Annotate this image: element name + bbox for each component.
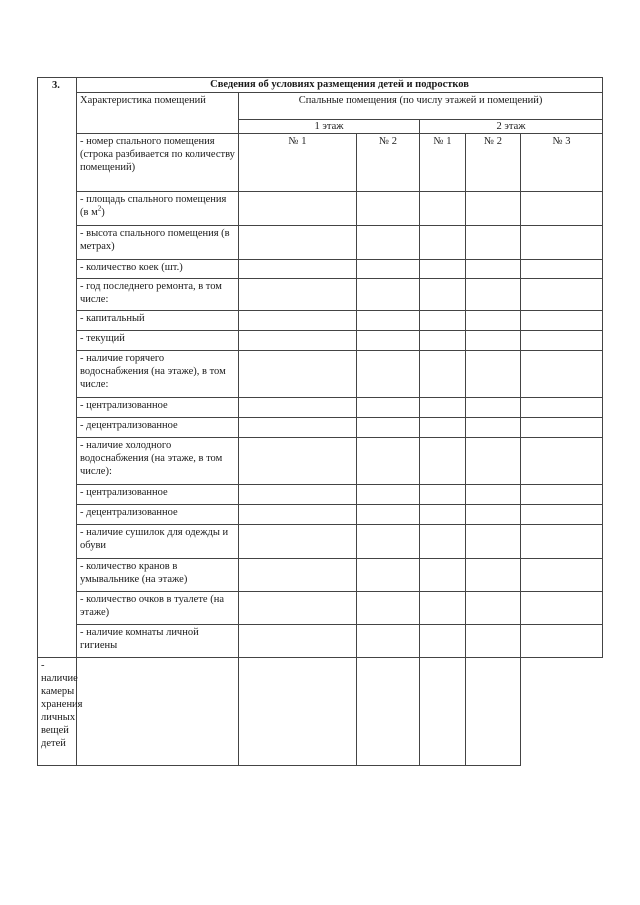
row-label-toilets: - количество очков в туалете (на этаже): [77, 592, 239, 625]
cell-current-f2r2[interactable]: [466, 331, 521, 351]
row-label-beds: - количество коек (шт.): [77, 260, 239, 279]
cell-taps-f1r1[interactable]: [239, 559, 357, 592]
cell-height-f2r2[interactable]: [466, 226, 521, 260]
cell-storage-f2r1[interactable]: [357, 658, 420, 766]
row-label-taps: - количество кранов в умывальнике (на этаже): [77, 559, 239, 592]
row-label-storage-room: - наличие камеры хранения личных вещей детей: [38, 658, 77, 766]
cell-colddecentral-f2r3[interactable]: [521, 505, 603, 525]
room-floor1-no1: № 1: [239, 134, 357, 192]
row-label-height: - высота спального помещения (в метрах): [77, 226, 239, 260]
cell-coldcentral-f2r1[interactable]: [420, 485, 466, 505]
header-floor-2: 2 этаж: [420, 120, 603, 134]
row-label-hot-water: - наличие горячего водоснабжения (на этаже), в том числе:: [77, 351, 239, 398]
accommodation-table: [37, 77, 603, 766]
cell-beds-f1r2[interactable]: [357, 260, 420, 279]
cell-height-f2r1[interactable]: [420, 226, 466, 260]
room-floor2-no1: № 1: [420, 134, 466, 192]
section-title: Сведения об условиях размещения детей и подростков: [77, 78, 603, 93]
header-floor-1: 1 этаж: [239, 120, 420, 134]
cell-dryers-f2r1[interactable]: [420, 525, 466, 559]
row-label-hot-decentralized: - децентрализованное: [77, 418, 239, 438]
cell-capital-f1r2[interactable]: [357, 311, 420, 331]
row-label-cold-decentralized: - децентрализованное: [77, 505, 239, 525]
cell-hygiene-f2r2[interactable]: [466, 625, 521, 658]
cell-capital-f2r2[interactable]: [466, 311, 521, 331]
cell-hotwater-f1r2[interactable]: [357, 351, 420, 398]
cell-hotcentral-f2r3[interactable]: [521, 398, 603, 418]
cell-beds-f2r2[interactable]: [466, 260, 521, 279]
cell-height-f2r3[interactable]: [521, 226, 603, 260]
cell-hotdecentral-f1r1[interactable]: [239, 418, 357, 438]
cell-colddecentral-f1r2[interactable]: [357, 505, 420, 525]
cell-dryers-f2r3[interactable]: [521, 525, 603, 559]
cell-dryers-f2r2[interactable]: [466, 525, 521, 559]
cell-area-f2r1[interactable]: [420, 192, 466, 226]
cell-coldwater-f1r1[interactable]: [239, 438, 357, 485]
cell-repair-f1r2[interactable]: [357, 279, 420, 311]
cell-area-f1r2[interactable]: [357, 192, 420, 226]
cell-toilets-f2r1[interactable]: [420, 592, 466, 625]
cell-coldwater-f1r2[interactable]: [357, 438, 420, 485]
cell-current-f2r1[interactable]: [420, 331, 466, 351]
cell-taps-f2r1[interactable]: [420, 559, 466, 592]
row-label-dryers: - наличие сушилок для одежды и обуви: [77, 525, 239, 559]
cell-taps-f2r2[interactable]: [466, 559, 521, 592]
cell-dryers-f1r2[interactable]: [357, 525, 420, 559]
cell-toilets-f1r2[interactable]: [357, 592, 420, 625]
cell-coldwater-f2r1[interactable]: [420, 438, 466, 485]
cell-hygiene-f1r1[interactable]: [239, 625, 357, 658]
cell-storage-f2r2[interactable]: [420, 658, 466, 766]
row-label-area: - площадь спального помещения (в $м^2$): [77, 192, 239, 226]
cell-beds-f2r1[interactable]: [420, 260, 466, 279]
cell-hotdecentral-f2r3[interactable]: [521, 418, 603, 438]
cell-hotdecentral-f1r2[interactable]: [357, 418, 420, 438]
cell-height-f1r2[interactable]: [357, 226, 420, 260]
cell-toilets-f2r3[interactable]: [521, 592, 603, 625]
section-number: 3.: [38, 78, 77, 658]
cell-area-f1r1[interactable]: [239, 192, 357, 226]
cell-toilets-f1r1[interactable]: [239, 592, 357, 625]
cell-area-f2r3[interactable]: [521, 192, 603, 226]
cell-hotdecentral-f2r2[interactable]: [466, 418, 521, 438]
row-label-repair-year: - год последнего ремонта, в том числе:: [77, 279, 239, 311]
cell-taps-f1r2[interactable]: [357, 559, 420, 592]
cell-hotcentral-f2r1[interactable]: [420, 398, 466, 418]
row-label-hot-centralized: - централизованное: [77, 398, 239, 418]
cell-hygiene-f2r1[interactable]: [420, 625, 466, 658]
cell-hotcentral-f1r1[interactable]: [239, 398, 357, 418]
cell-storage-f1r1[interactable]: [77, 658, 239, 766]
cell-repair-f2r1[interactable]: [420, 279, 466, 311]
header-bedrooms: Спальные помещения (по числу этажей и помещений): [239, 93, 603, 120]
cell-colddecentral-f2r2[interactable]: [466, 505, 521, 525]
cell-beds-f1r1[interactable]: [239, 260, 357, 279]
cell-hotwater-f2r1[interactable]: [420, 351, 466, 398]
cell-hygiene-f1r2[interactable]: [357, 625, 420, 658]
cell-hotwater-f2r3[interactable]: [521, 351, 603, 398]
cell-hotcentral-f1r2[interactable]: [357, 398, 420, 418]
cell-coldcentral-f2r2[interactable]: [466, 485, 521, 505]
cell-beds-f2r3[interactable]: [521, 260, 603, 279]
cell-repair-f2r2[interactable]: [466, 279, 521, 311]
cell-coldcentral-f1r1[interactable]: [239, 485, 357, 505]
cell-area-f2r2[interactable]: [466, 192, 521, 226]
header-characteristic: Характеристика помещений: [77, 93, 239, 134]
cell-toilets-f2r2[interactable]: [466, 592, 521, 625]
cell-coldwater-f2r3[interactable]: [521, 438, 603, 485]
cell-capital-f2r3[interactable]: [521, 311, 603, 331]
row-label-hygiene-room: - наличие комнаты личной гигиены: [77, 625, 239, 658]
cell-hotwater-f2r2[interactable]: [466, 351, 521, 398]
cell-current-f2r3[interactable]: [521, 331, 603, 351]
cell-colddecentral-f2r1[interactable]: [420, 505, 466, 525]
room-floor2-no3: № 3: [521, 134, 603, 192]
cell-coldcentral-f2r3[interactable]: [521, 485, 603, 505]
cell-hotcentral-f2r2[interactable]: [466, 398, 521, 418]
cell-capital-f1r1[interactable]: [239, 311, 357, 331]
cell-coldwater-f2r2[interactable]: [466, 438, 521, 485]
cell-storage-f2r3[interactable]: [466, 658, 521, 766]
row-label-room-number: - номер спального помещения (строка разбивается по количеству помещений): [77, 134, 239, 192]
cell-hotwater-f1r1[interactable]: [239, 351, 357, 398]
cell-storage-f1r2[interactable]: [239, 658, 357, 766]
cell-capital-f2r1[interactable]: [420, 311, 466, 331]
cell-repair-f2r3[interactable]: [521, 279, 603, 311]
cell-hygiene-f2r3[interactable]: [521, 625, 603, 658]
cell-height-f1r1[interactable]: [239, 226, 357, 260]
room-floor1-no2: № 2: [357, 134, 420, 192]
row-label-current: - текущий: [77, 331, 239, 351]
row-label-capital: - капитальный: [77, 311, 239, 331]
row-label-cold-centralized: - централизованное: [77, 485, 239, 505]
cell-current-f1r2[interactable]: [357, 331, 420, 351]
cell-current-f1r1[interactable]: [239, 331, 357, 351]
form-page: [37, 77, 602, 766]
cell-dryers-f1r1[interactable]: [239, 525, 357, 559]
cell-coldcentral-f1r2[interactable]: [357, 485, 420, 505]
cell-colddecentral-f1r1[interactable]: [239, 505, 357, 525]
cell-taps-f2r3[interactable]: [521, 559, 603, 592]
room-floor2-no2: № 2: [466, 134, 521, 192]
row-label-cold-water: - наличие холодного водоснабжения (на этаже, в том числе):: [77, 438, 239, 485]
cell-repair-f1r1[interactable]: [239, 279, 357, 311]
cell-hotdecentral-f2r1[interactable]: [420, 418, 466, 438]
